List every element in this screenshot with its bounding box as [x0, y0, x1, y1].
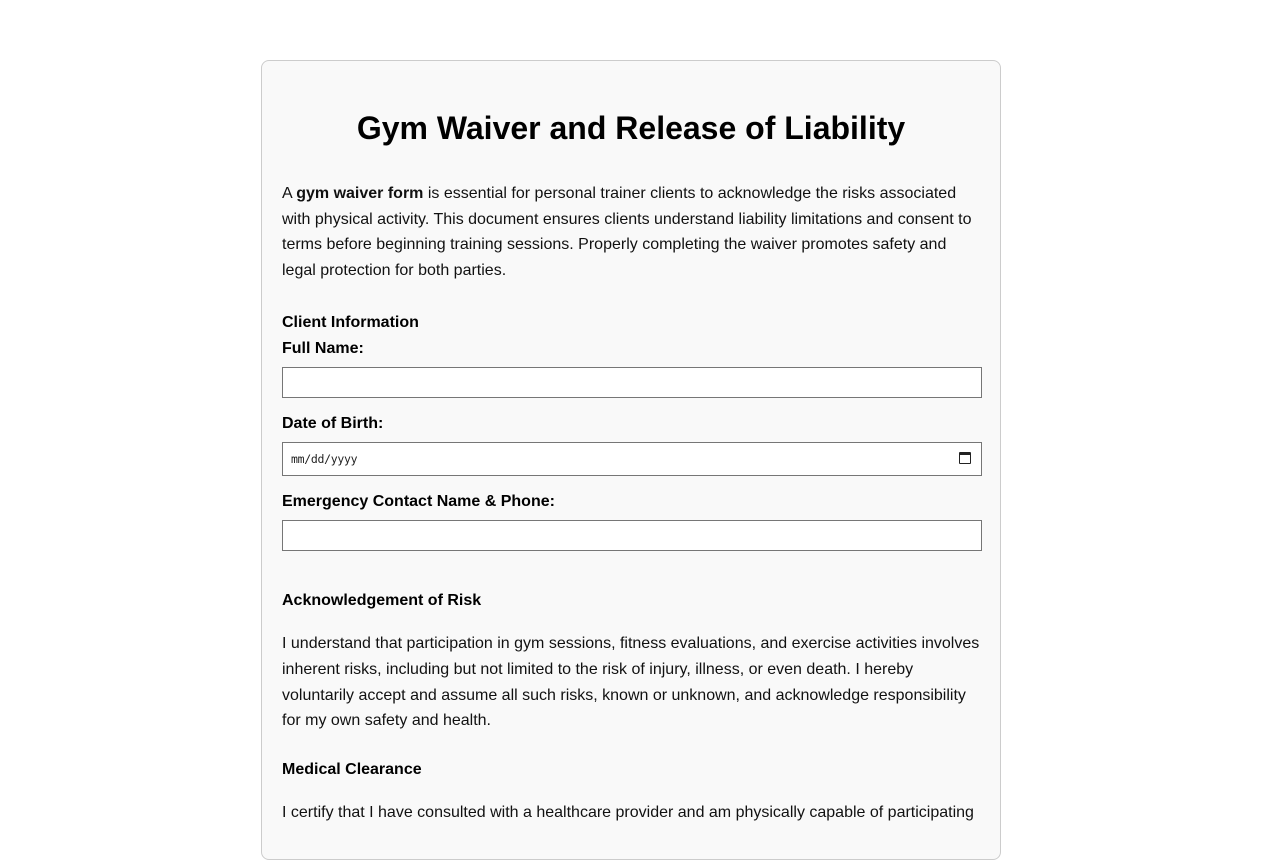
client-information-heading: Client Information	[282, 314, 419, 332]
full-name-input[interactable]	[282, 367, 982, 398]
emergency-contact-label: Emergency Contact Name & Phone:	[282, 493, 555, 511]
intro-bold: gym waiver form	[296, 185, 424, 202]
intro-prefix: A	[282, 185, 297, 202]
intro-paragraph	[282, 181, 980, 283]
emergency-contact-input[interactable]	[282, 520, 982, 551]
medical-paragraph: I certify that I have consulted with a healthcare provider and am physically capable of participating	[282, 803, 974, 821]
page-title: Gym Waiver and Release of Liability	[356, 110, 906, 146]
date-of-birth-input[interactable]	[282, 442, 982, 476]
medical-clearance-heading: Medical Clearance	[282, 760, 422, 778]
calendar-icon[interactable]	[959, 452, 971, 464]
waiver-card	[261, 60, 1001, 860]
date-of-birth-label: Date of Birth:	[282, 415, 384, 433]
date-placeholder: mm/dd/yyyy	[291, 452, 358, 467]
intro-rest: is essential for personal trainer clients to acknowledge the risks associated with physical activity. This document ensures clients understand liability limitations and consent to terms before beginning training sessions. Properly completing the waiver promotes safety and legal protection for both parties.	[282, 185, 972, 279]
acknowledgement-of-risk-heading: Acknowledgement of Risk	[282, 592, 482, 610]
risk-paragraph: I understand that participation in gym sessions, fitness evaluations, and exercise activities involves inherent risks, including but not limited to the risk of injury, illness, or even death. I hereby voluntarily accept and assume all such risks, known or unknown, and acknowledge responsibility for my own safety and health.	[282, 635, 980, 730]
full-name-label: Full Name:	[282, 340, 364, 358]
